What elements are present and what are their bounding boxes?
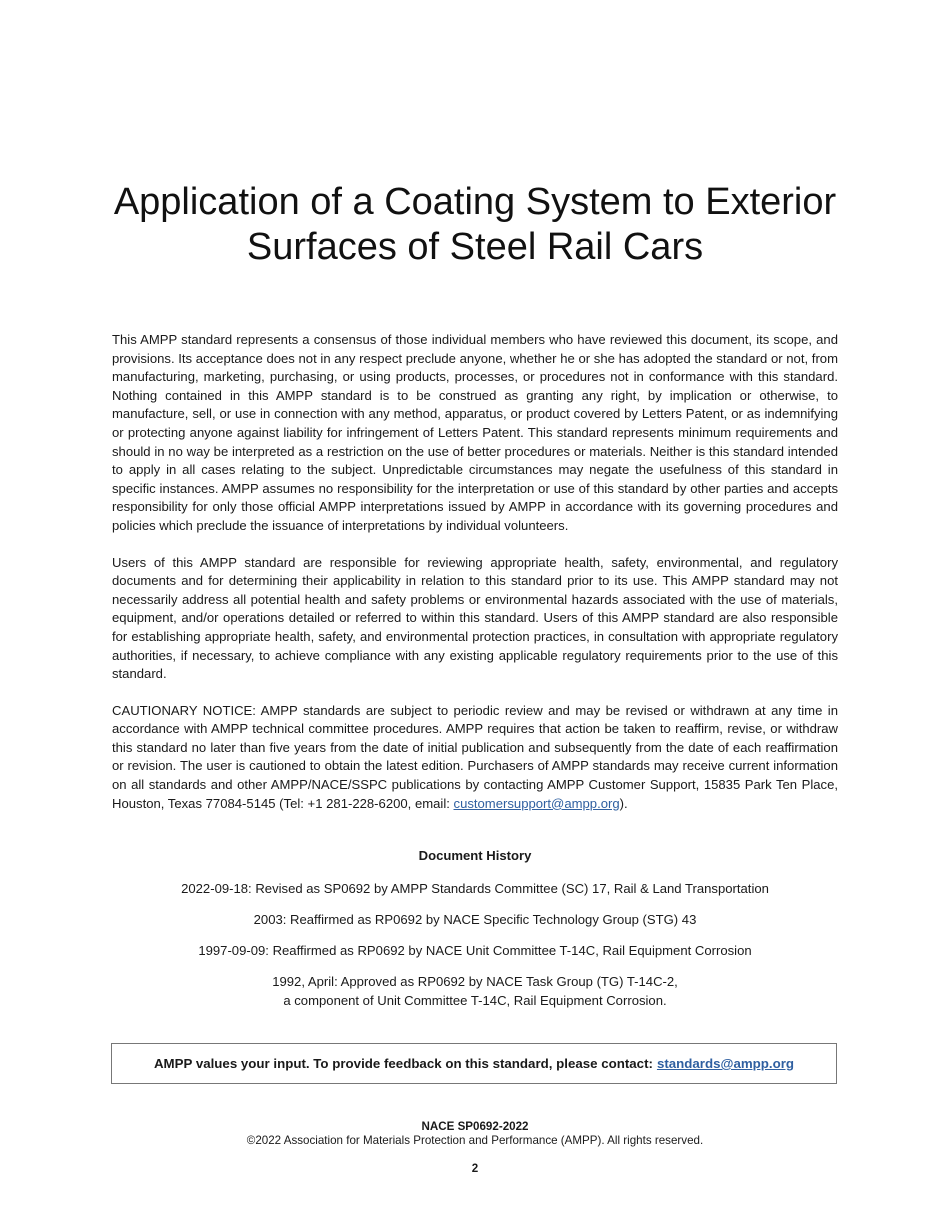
history-entry-1997: 1997-09-09: Reaffirmed as RP0692 by NACE Unit Committee T-14C, Rail Equipment Corrosion	[198, 942, 752, 958]
history-entry-1992-line2: a component of Unit Committee T-14C, Rail Equipment Corrosion.	[283, 992, 667, 1008]
title-line-2: Surfaces of Steel Rail Cars	[246, 226, 704, 268]
history-entry-2003: 2003: Reaffirmed as RP0692 by NACE Specific Technology Group (STG) 43	[253, 911, 697, 927]
cautionary-notice-paragraph	[112, 702, 838, 814]
footer-copyright: ©2022 Association for Materials Protection and Performance (AMPP). All rights reserved.	[246, 1134, 704, 1147]
title-line-1: Application of a Coating System to Exterior	[113, 181, 837, 223]
users-responsibility-paragraph: Users of this AMPP standard are responsible for reviewing appropriate health, safety, environmental, and regulatory documents and for determining their applicability in relation to this standard prior to its use. This AMPP standard may not necessarily address all potential health and safety problems or environmental hazards associated with the use of materials, equipment, and/or operations detailed or referred to within this standard. Users of this AMPP standard are also responsible for establishing appropriate health, safety, and environmental protection practices, in consultation with appropriate regulatory authorities, if necessary, to achieve compliance with any existing applicable regulatory requirements prior to the use of this standard.	[112, 554, 838, 682]
history-entry-1992	[112, 973, 838, 1010]
feedback-text: AMPP values your input. To provide feedback on this standard, please contact:	[153, 1056, 653, 1071]
history-entry-1992-line1: 1992, April: Approved as RP0692 by NACE Task Group (TG) T-14C-2,	[272, 973, 678, 989]
consensus-paragraph: This AMPP standard represents a consensus of those individual members who have reviewed this document, its scope, and provisions. Its acceptance does not in any respect preclude anyone, whether he or she has adopted the standard or not, from manufacturing, marketing, purchasing, or using products, processes, or procedures not in conformance with this standard. Nothing contained in this AMPP standard is to be construed as granting any right, by implication or otherwise, to manufacture, sell, or use in connection with any method, apparatus, or product covered by Letters Patent, or as indemnifying or protecting anyone against liability for infringement of Letters Patent. This standard represents minimum requirements and should in no way be interpreted as a restriction on the use of better procedures or materials. Neither is this standard intended to apply in all cases relating to the subject. Unpredictable circumstances may negate the usefulness of this standard in specific instances. AMPP assumes no responsibility for the interpretation or use of this standard by other parties and accepts responsibility for only those official AMPP interpretations issued by AMPP in accordance with its governing procedures and policies which preclude the issuance of interpretations by individual volunteers.	[112, 332, 838, 533]
caution-text: CAUTIONARY NOTICE: AMPP standards are subject to periodic review and may be revised or withdrawn at any time in accordance with AMPP technical committee procedures. AMPP requires that action be taken to reaffirm, revise, or withdraw this standard no later than five years from the date of initial publication and subsequently from the date of each reaffirmation or revision. The user is cautioned to obtain the latest edition. Purchasers of AMPP standards may receive current information on all standards and other AMPP/NACE/SSPC publications by contacting AMPP Customer Support, 15835 Park Ten Place, Houston, Texas 77084-5145 (Tel: +1 281-228-6200, email:	[112, 702, 838, 811]
document-title	[60, 180, 890, 270]
history-entry-2022: 2022-09-18: Revised as SP0692 by AMPP Standards Committee (SC) 17, Rail & Land Transportation	[181, 881, 769, 896]
footer-standard-code: NACE SP0692-2022	[421, 1120, 529, 1133]
standards-email-link[interactable]: standards@ampp.org	[656, 1056, 795, 1071]
document-history	[112, 847, 838, 1023]
document-history-title: Document History	[418, 848, 532, 863]
page-number: 2	[471, 1162, 479, 1175]
caution-end: ).	[619, 795, 628, 811]
feedback-box	[111, 1043, 837, 1084]
customer-support-email-link[interactable]: customersupport@ampp.org	[453, 795, 620, 811]
body-text	[112, 331, 838, 831]
page-footer	[60, 1120, 890, 1176]
